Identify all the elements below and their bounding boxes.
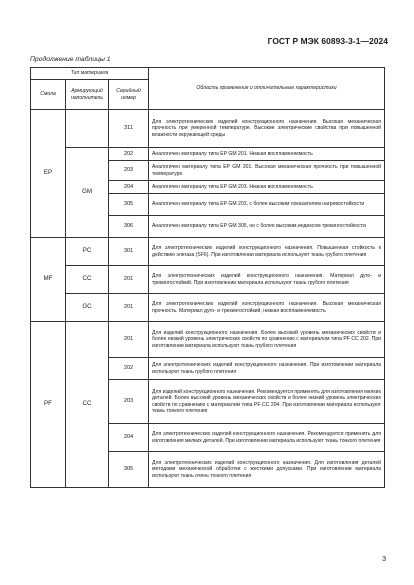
serial-cell: 203 xyxy=(109,380,149,424)
materials-table xyxy=(30,67,385,488)
serial-cell: 306 xyxy=(109,216,149,238)
serial-cell: 203 xyxy=(109,161,149,181)
reinforcement-cell: PC xyxy=(66,238,109,266)
header-resin: Смола xyxy=(31,80,66,110)
serial-cell: 305 xyxy=(109,452,149,488)
serial-cell: 305 xyxy=(109,194,149,216)
table-row xyxy=(31,238,385,266)
reinforcement-cell: GC xyxy=(66,294,109,322)
application-cell: Для электротехнических изделий конструкционного назначения. Повышенная стойкость к действию элегаза (SF6). При изготовлении материала используют ткань грубого плетения xyxy=(149,238,385,266)
header-application: Область применения и отличительные характеристики xyxy=(149,68,385,110)
resin-cell: EP xyxy=(31,110,66,238)
serial-cell: 202 xyxy=(109,148,149,161)
application-cell: Для электротехнических изделий конструкционного назначения. Материал дуго- и трекингостойкий. При изготовлении материала используют ткань грубого плетения xyxy=(149,266,385,294)
application-cell: Аналогичен материалу типа EP GM 201. Высокая механическая прочность при повышенной температуре xyxy=(149,161,385,181)
application-cell: Для электротехнических изделий конструкционного назначения. Высокая механическая прочность. Материал дуго- и трекингостойкий, низкая воспламеняемость xyxy=(149,294,385,322)
application-cell: Аналогичен материалу типа EP GM 203, с более высоким показателем нагревостойкости xyxy=(149,194,385,216)
application-cell: Для изделий конструкционного назначения. Рекомендуется применять для изготовления мелких деталей. Более высокий уровень механических свойств и более низкий уровень электрических свойств по сравнению с материалом типа PF CC 204. При изготовлении материала используют ткань тонкого плетения xyxy=(149,380,385,424)
table-row xyxy=(31,110,385,148)
serial-cell: 204 xyxy=(109,424,149,452)
table-row xyxy=(31,266,385,294)
application-cell: Аналогичен материалу типа EP GM 305, но с более высоким индексом трекингостойкости xyxy=(149,216,385,238)
serial-cell: 201 xyxy=(109,294,149,322)
application-cell: Аналогичен материалу типа EP GM 203. Низкая воспламеняемость xyxy=(149,181,385,194)
application-cell: Для изделий конструкционного назначения. Более высокий уровень механических свойств и более низкий уровень электрических свойств по сравнению с материалом типа PF CC 202. При изготовлении материала используют ткань грубого плетения xyxy=(149,322,385,358)
reinforcement-cell: CC xyxy=(66,322,109,488)
serial-cell: 204 xyxy=(109,181,149,194)
serial-cell: 311 xyxy=(109,110,149,148)
application-cell: Для электротехнических изделий конструкционного назначения. Высокая механическая прочность при умеренной температуре. Высокие электрические свойства при повышенной влажности окружающей среды xyxy=(149,110,385,148)
application-cell: Для электротехнических изделий конструкционного назначения. Рекомендуется применять для изготовления мелких деталей. При изготовлении материала используют ткань тонкого плетения xyxy=(149,424,385,452)
application-cell: Аналогичен материалу типа EP GM 201. Низкая воспламеняемость xyxy=(149,148,385,161)
serial-cell: 301 xyxy=(109,238,149,266)
serial-cell: 202 xyxy=(109,358,149,380)
reinforcement-cell xyxy=(66,110,109,148)
header-reinforcement: Армирующий наполнитель xyxy=(66,80,109,110)
table-continuation-caption: Продолжение таблицы 1 xyxy=(30,56,111,63)
reinforcement-cell: CC xyxy=(66,266,109,294)
resin-cell: PF xyxy=(31,322,66,488)
resin-cell: MF xyxy=(31,238,66,322)
table-row xyxy=(31,322,385,358)
table-row xyxy=(31,294,385,322)
serial-cell: 201 xyxy=(109,322,149,358)
table-row xyxy=(31,148,385,161)
standard-title: ГОСТ Р МЭК 60893-3-1—2024 xyxy=(267,36,388,46)
application-cell: Для электротехнических изделий конструкционного назначения. При изготовлении материала используют ткань грубого плетения xyxy=(149,358,385,380)
header-material-type: Тип материала xyxy=(31,68,149,80)
page-number: 3 xyxy=(382,556,386,563)
reinforcement-cell: GM xyxy=(66,148,109,238)
header-serial: Серийный номер xyxy=(109,80,149,110)
serial-cell: 201 xyxy=(109,266,149,294)
application-cell: Для электротехнических изделий конструкционного назначения. Для изготовления деталей методами механической обработки с жесткими допусками. При изготовлении материала используют ткань очень тонкого плетения xyxy=(149,452,385,488)
